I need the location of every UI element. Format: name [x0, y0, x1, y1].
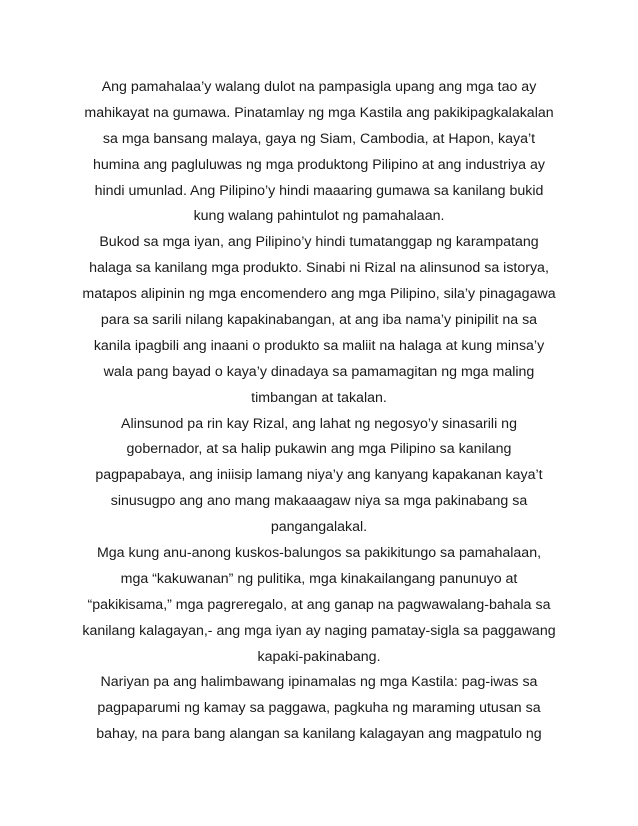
text-line: timbangan at takalan. — [251, 389, 387, 406]
text-line: Ang pamahalaa’y walang dulot na pampasigla upang ang mga tao ay — [101, 79, 537, 95]
text-line: pangangalakal. — [270, 519, 368, 536]
body-text — [68, 75, 570, 748]
text-line: Nariyan pa ang halimbawang ipinamalas ng mga Kastila: pag-iwas sa — [100, 674, 538, 691]
text-line: halaga sa kanilang mga produkto. Sinabi ni Rizal na alinsunod sa istorya, — [89, 260, 549, 277]
text-line: kanilang kalagayan,- ang mga iyan ay naging pamatay-sigla sa paggawang — [82, 622, 556, 639]
text-line: Bukod sa mga iyan, ang Pilipino’y hindi tumatanggap ng karampatang — [99, 234, 539, 251]
text-line: matapos alipinin ng mga encomendero ang mga Pilipino, sila’y pinagagawa — [82, 286, 556, 303]
text-line: “pakikisama,” mga pagreregalo, at ang ganap na pagwawalang-bahala sa — [87, 596, 551, 613]
text-line: kapaki-pakinabang. — [257, 648, 381, 665]
text-line: kung walang pahintulot ng pamahalaan. — [193, 208, 445, 225]
text-line: Alinsunod pa rin kay Rizal, ang lahat ng negosyo’y sinasarili ng — [121, 415, 517, 432]
text-line: mga “kakuwanan” ng pulitika, mga kinakailangang panunuyo at — [120, 570, 518, 587]
text-line: Mga kung anu-anong kuskos-balungos sa pakikitungo sa pamahalaan, — [96, 545, 542, 562]
text-line: pagpaparumi ng kamay sa paggawa, pagkuha ng maraming utusan sa — [97, 700, 541, 717]
text-line: gobernador, at sa halip pukawin ang mga Pilipino sa kanilang — [126, 441, 512, 458]
text-line: hindi umunlad. Ang Pilipino’y hindi maaaring gumawa sa kanilang bukid — [94, 182, 544, 199]
text-line: para sa sarili nilang kapakinabangan, at ang iba nama’y pinipilit na sa — [100, 312, 538, 329]
text-line: pagpapabaya, ang iniisip lamang niya’y ang kanyang kapakanan kaya’t — [95, 467, 543, 484]
text-line: bahay, na para bang alangan sa kanilang kalagayan ang magpatulo ng — [96, 726, 542, 743]
text-line: humina ang pagluluwas ng mga produktong Pilipino at ang industriya ay — [93, 156, 545, 173]
text-line: wala pang bayad o kaya’y dinadaya sa pamamagitan ng mga maling — [103, 363, 535, 380]
text-line: sa mga bansang malaya, gaya ng Siam, Cambodia, at Hapon, kaya’t — [102, 130, 536, 147]
text-line: sinusugpo ang ano mang makaaagaw niya sa mga pakinabang sa — [110, 493, 528, 510]
text-line: kanila ipagbili ang inaani o produkto sa maliit na halaga at kung minsa’y — [93, 337, 545, 354]
text-line: mahikayat na gumawa. Pinatamlay ng mga Kastila ang pakikipagkalakalan — [84, 104, 554, 121]
